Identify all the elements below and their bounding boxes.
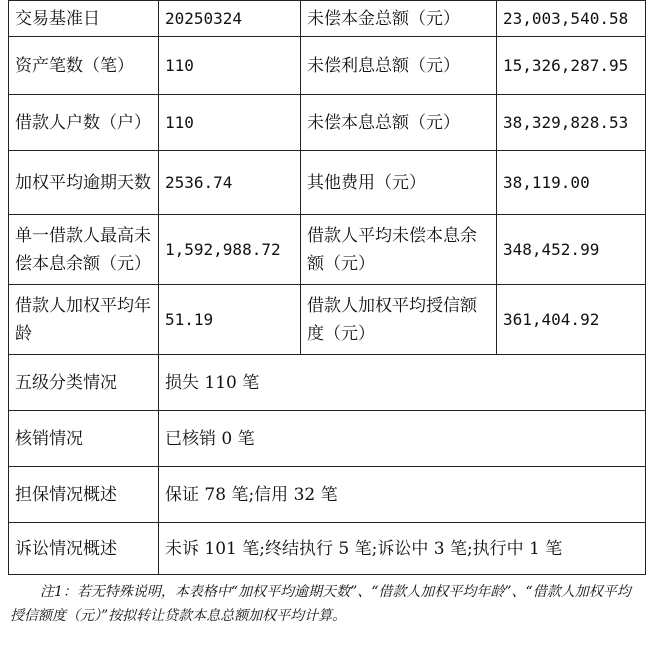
row-label: 诉讼情况概述	[9, 523, 159, 575]
row-value: 361,404.92	[497, 285, 646, 355]
table-row	[9, 37, 646, 95]
row-label: 资产笔数（笔）	[9, 37, 159, 95]
table-row	[9, 215, 646, 285]
row-label: 核销情况	[9, 411, 159, 467]
row-value: 20250324	[159, 1, 301, 37]
row-value: 38,119.00	[497, 151, 646, 215]
row-value: 1,592,988.72	[159, 215, 301, 285]
row-label: 五级分类情况	[9, 355, 159, 411]
table-row-wide	[9, 355, 646, 411]
row-label: 借款人加权平均授信额度（元）	[301, 285, 497, 355]
table-row	[9, 95, 646, 151]
row-label: 加权平均逾期天数	[9, 151, 159, 215]
row-label: 单一借款人最高未偿本息余额（元）	[9, 215, 159, 285]
row-label: 借款人户数（户）	[9, 95, 159, 151]
row-value: 2536.74	[159, 151, 301, 215]
asset-summary-table	[8, 0, 646, 575]
table-footnote: 注1：若无特殊说明，本表格中“加权平均逾期天数”、“借款人加权平均年龄”、“借款人加权平均授信额度（元）”按拟转让贷款本息总额加权平均计算。	[10, 584, 631, 624]
row-value: 15,326,287.95	[497, 37, 646, 95]
row-value: 损失 110 笔	[159, 355, 646, 411]
row-label: 交易基准日	[9, 1, 159, 37]
row-label: 其他费用（元）	[301, 151, 497, 215]
table-row	[9, 285, 646, 355]
row-value: 未诉 101 笔;终结执行 5 笔;诉讼中 3 笔;执行中 1 笔	[159, 523, 646, 575]
row-value: 保证 78 笔;信用 32 笔	[159, 467, 646, 523]
row-value: 110	[159, 37, 301, 95]
row-label: 未偿利息总额（元）	[301, 37, 497, 95]
row-label: 担保情况概述	[9, 467, 159, 523]
table-row-wide	[9, 411, 646, 467]
table-row	[9, 151, 646, 215]
row-value: 已核销 0 笔	[159, 411, 646, 467]
row-label: 未偿本金总额（元）	[301, 1, 497, 37]
row-value: 38,329,828.53	[497, 95, 646, 151]
row-label: 未偿本息总额（元）	[301, 95, 497, 151]
row-value: 51.19	[159, 285, 301, 355]
row-value: 23,003,540.58	[497, 1, 646, 37]
table-row	[9, 1, 646, 37]
row-label: 借款人加权平均年龄	[9, 285, 159, 355]
row-label: 借款人平均未偿本息余额（元）	[301, 215, 497, 285]
table-row-wide	[9, 523, 646, 575]
table-row-wide	[9, 467, 646, 523]
row-value: 110	[159, 95, 301, 151]
row-value: 348,452.99	[497, 215, 646, 285]
